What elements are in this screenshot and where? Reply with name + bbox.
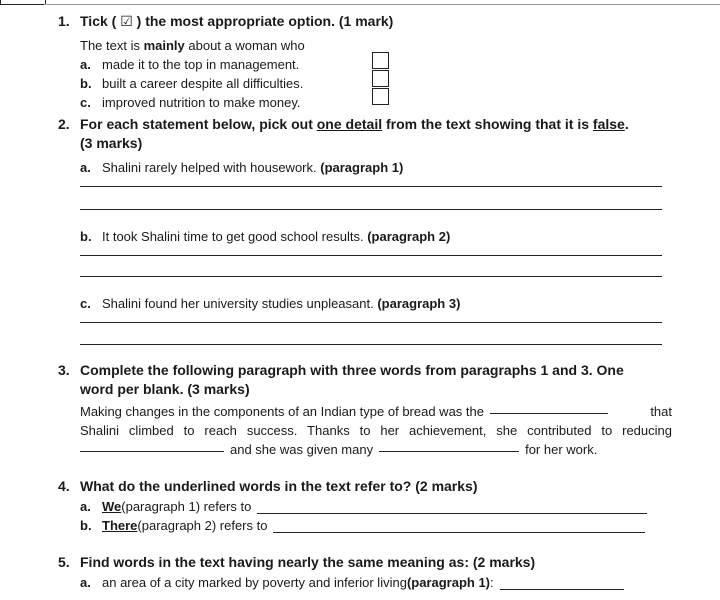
question-number: 2. [58, 116, 70, 132]
stem-text: The text is [80, 38, 144, 53]
checkbox-tick-icon: ☑ [120, 14, 133, 30]
question-3-paragraph [80, 402, 672, 459]
option-text: improved nutrition to make money. [102, 95, 301, 110]
option-text: made it to the top in management. [102, 57, 300, 72]
paragraph-text: Making changes in the components of an Indian type of bread was the [80, 404, 484, 419]
q2-item-a [80, 158, 664, 177]
item-letter: a. [80, 575, 91, 590]
paragraph-text: and she was given many [230, 442, 374, 457]
answer-line[interactable] [80, 186, 662, 187]
item-text: an area of a city marked by poverty and inferior living [102, 575, 407, 590]
checkbox-option-c[interactable] [372, 88, 389, 105]
question-number: 5. [58, 554, 70, 570]
answer-line[interactable] [500, 578, 624, 590]
answer-line[interactable] [257, 502, 647, 514]
question-3 [58, 361, 672, 459]
question-number: 3. [58, 362, 70, 378]
page-corner-box [0, 0, 46, 5]
question-3-title [58, 361, 672, 399]
title-text: ) the most appropriate option. (1 mark) [136, 13, 394, 29]
q2-item-b [80, 227, 664, 246]
item-text: (paragraph 2) refers to [137, 518, 268, 533]
q2-item-c [80, 294, 664, 313]
item-text: (paragraph 1) refers to [121, 499, 252, 514]
top-rule [44, 4, 720, 5]
option-letter: b. [80, 76, 92, 91]
answer-line[interactable] [273, 521, 645, 533]
answer-line[interactable] [80, 344, 662, 345]
item-text: Shalini rarely helped with housework. [102, 160, 321, 175]
item-word: We [102, 499, 122, 514]
title-text: For each statement below, pick out [80, 116, 317, 132]
blank-3[interactable] [379, 440, 519, 452]
question-1-title [58, 12, 672, 32]
title-text: Tick ( [80, 13, 117, 29]
item-ref: (paragraph 3) [377, 296, 461, 311]
answer-checkboxes [372, 52, 389, 106]
q5-item-a [80, 575, 624, 590]
question-number: 4. [58, 478, 70, 494]
item-text: : [490, 575, 494, 590]
blank-1[interactable] [490, 402, 608, 414]
question-1 [58, 12, 672, 112]
answer-line[interactable] [80, 322, 662, 323]
checkbox-option-b[interactable] [372, 70, 389, 87]
title-underlined: false [592, 116, 625, 132]
stem-emphasis: mainly [143, 38, 185, 53]
item-letter: b. [80, 229, 92, 244]
item-letter: c. [80, 296, 91, 311]
question-2-title [58, 115, 672, 153]
title-underlined: one detail [316, 116, 383, 132]
item-ref: (paragraph 1) [320, 160, 404, 175]
option-letter: c. [80, 95, 91, 110]
item-letter: a. [80, 499, 91, 514]
title-text: from the text showing that it is [382, 116, 593, 132]
title-text: word per blank. (3 marks) [80, 381, 250, 397]
option-letter: a. [80, 57, 91, 72]
paragraph-text: for her work. [525, 442, 598, 457]
title-text: What do the underlined words in the text refer to? (2 marks) [80, 478, 478, 494]
paragraph-text: Shalini climbed to reach success. Thanks to her achievement, she contributed to reducing [80, 423, 672, 438]
question-5-title [58, 553, 672, 572]
blank-2[interactable] [80, 440, 224, 452]
answer-line[interactable] [80, 255, 662, 256]
item-letter: b. [80, 518, 92, 533]
item-text: Shalini found her university studies unpleasant. [102, 296, 378, 311]
question-4 [58, 477, 672, 496]
title-text: Complete the following paragraph with three words from paragraphs 1 and 3. One [80, 362, 624, 378]
question-5 [58, 553, 672, 572]
checkbox-option-a[interactable] [372, 52, 389, 69]
stem-text: about a woman who [184, 38, 305, 53]
item-ref: (paragraph 1) [406, 575, 491, 590]
question-2 [58, 115, 672, 153]
q4-item-a [80, 499, 647, 514]
title-text: . [624, 116, 629, 132]
paragraph-text: that [650, 404, 672, 419]
question-number: 1. [58, 13, 70, 29]
answer-line[interactable] [80, 276, 662, 277]
option-text: built a career despite all difficulties. [102, 76, 304, 91]
item-letter: a. [80, 160, 91, 175]
item-text: It took Shalini time to get good school results. [102, 229, 368, 244]
item-ref: (paragraph 2) [367, 229, 451, 244]
q4-item-b [80, 518, 645, 533]
question-4-title [58, 477, 672, 496]
marks-label: (3 marks) [80, 135, 143, 151]
title-text: Find words in the text having nearly the same meaning as: (2 marks) [80, 554, 536, 570]
item-word: There [102, 518, 138, 533]
answer-line[interactable] [80, 209, 662, 210]
